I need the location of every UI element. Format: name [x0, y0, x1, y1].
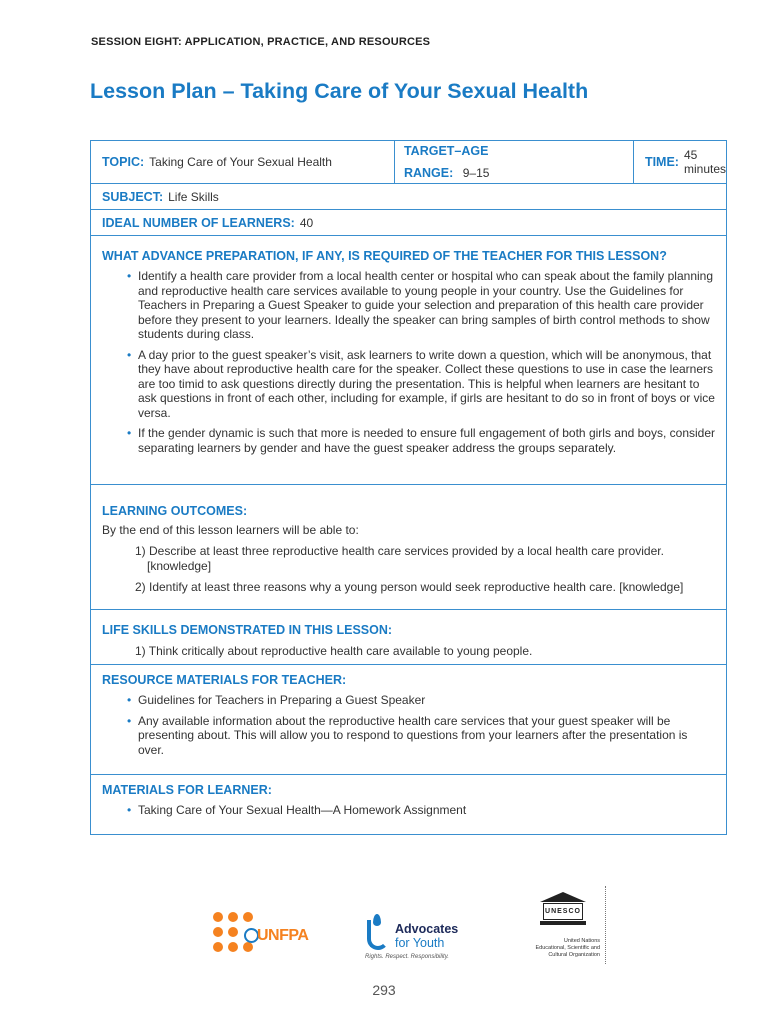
list-item: 2) Identify at least three reasons why a young person would seek reproductive health care. [knowledge] — [135, 580, 684, 594]
time-label: TIME: — [644, 155, 679, 169]
unesco-caption-line: United Nations — [563, 938, 600, 944]
list-item: • Any available information about the reproductive health care services that your guest speaker will be presenting about. This will allow you to respond to questions from your learners after the presentation is over. — [127, 714, 715, 758]
unesco-caption-line: Cultural Organization — [548, 952, 600, 958]
page-title: Lesson Plan – Taking Care of Your Sexual Health — [90, 79, 589, 103]
target-age-label: TARGET–AGE — [403, 143, 489, 158]
outcomes-section — [91, 485, 726, 610]
topic-label: TOPIC: — [102, 155, 145, 169]
afy-wordmark-line1: Advocates — [395, 922, 459, 936]
partner-logos — [0, 886, 768, 966]
list-item: 1) Think critically about reproductive health care available to young people. — [135, 644, 533, 658]
teacher-resources-list — [127, 693, 715, 757]
preparation-heading: WHAT ADVANCE PREPARATION, IF ANY, IS REQUIRED OF THE TEACHER FOR THIS LESSON? — [102, 249, 667, 263]
time-value: 45 minutes — [683, 148, 727, 176]
topic-value: Taking Care of Your Sexual Health — [149, 155, 332, 169]
unesco-mark: UNESCO — [543, 903, 583, 920]
lesson-plan-table — [90, 140, 727, 835]
list-item: • If the gender dynamic is such that more is needed to ensure full engagement of both girls and boys, consider separating learners by gender and have the guest speaker address the groups separately. — [127, 426, 715, 455]
list-item: • Guidelines for Teachers in Preparing a Guest Speaker — [127, 693, 715, 708]
life-skills-section — [91, 610, 726, 665]
temple-icon — [540, 892, 586, 926]
page-number: 293 — [372, 982, 396, 998]
target-age-cell — [395, 141, 634, 183]
afy-wordmark-line2: for Youth — [395, 936, 445, 950]
subject-label: SUBJECT: — [102, 189, 164, 204]
list-item: • Taking Care of Your Sexual Health—A Homework Assignment — [127, 803, 715, 818]
divider — [605, 886, 606, 964]
list-item: • A day prior to the guest speaker’s visit, ask learners to write down a question, which will be anonymous, that they have about reproductive health care for the speaker. Collect these questions to use in case the learners are too timid to ask questions directly during the presentation. This is helpful when learners are hesitant to ask questions in front of each other, including for example, if girls are hesitant to do so in front of boys or vice versa. — [127, 348, 715, 421]
learner-materials-list — [127, 803, 715, 818]
unesco-caption — [520, 938, 600, 959]
subject-value: Life Skills — [168, 189, 219, 204]
teacher-resources-heading: RESOURCE MATERIALS FOR TEACHER: — [102, 673, 347, 687]
outcomes-heading: LEARNING OUTCOMES: — [102, 504, 248, 518]
time-cell — [634, 141, 726, 183]
life-skills-heading: LIFE SKILLS DEMONSTRATED IN THIS LESSON: — [102, 623, 393, 637]
preparation-list — [127, 269, 715, 455]
topic-cell — [91, 141, 395, 183]
list-item: • Identify a health care provider from a local health center or hospital who can speak about the family planning and reproductive health care services available to young people in your country. Use the Guidelines for Teachers in Preparing a Guest Speaker to guide your selection and preparation of this health care provider before they present to your learners. Ideally the speaker can bring samples of birth control methods to show students during class. — [127, 269, 715, 342]
learners-label: IDEAL NUMBER OF LEARNERS: — [102, 215, 295, 230]
unfpa-logo — [213, 912, 313, 960]
lesson-meta-row — [91, 141, 726, 184]
life-skills-list — [135, 644, 715, 659]
unesco-caption-line: Educational, Scientific and — [535, 945, 600, 951]
running-head: SESSION EIGHT: APPLICATION, PRACTICE, AND RESOURCES — [91, 36, 431, 48]
outcomes-list — [135, 544, 715, 595]
afy-tagline: Rights. Respect. Responsibility. — [365, 954, 449, 960]
swoosh-icon — [367, 920, 389, 950]
unfpa-wordmark: UNFPA — [257, 927, 309, 944]
list-item: 1) Describe at least three reproductive health care services provided by a local health care provider. [knowledge] — [135, 544, 664, 573]
learners-row — [91, 210, 726, 236]
learner-materials-section — [91, 775, 726, 834]
unesco-logo — [520, 886, 620, 964]
preparation-section — [91, 236, 726, 485]
subject-row — [91, 184, 726, 210]
advocates-for-youth-logo — [365, 914, 475, 964]
learner-materials-heading: MATERIALS FOR LEARNER: — [102, 783, 272, 797]
range-label: RANGE: — [403, 165, 454, 180]
teacher-resources-section — [91, 665, 726, 775]
target-age-value: 9–15 — [462, 165, 490, 180]
outcomes-intro: By the end of this lesson learners will be able to: — [102, 523, 359, 537]
learners-value: 40 — [299, 215, 314, 230]
